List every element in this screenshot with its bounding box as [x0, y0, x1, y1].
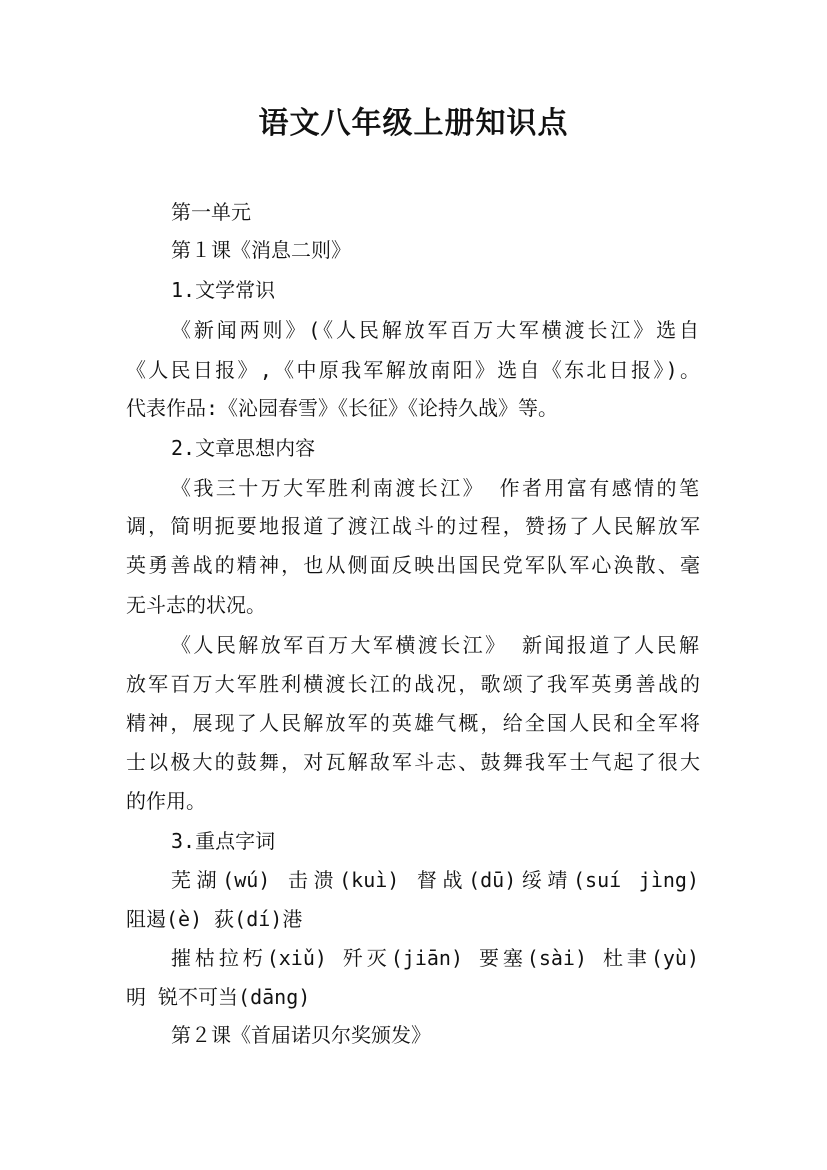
section-heading: 3.重点字词 [171, 829, 276, 853]
paragraph-line: 《人民日报》,《中原我军解放南阳》选自《东北日报》)。 [126, 358, 700, 382]
paragraph-line: 英勇善战的精神，也从侧面反映出国民党军队军心涣散、毫 [126, 553, 700, 577]
paragraph-line: 士以极大的鼓舞，对瓦解敌军斗志、鼓舞我军士气起了很大 [126, 750, 700, 774]
paragraph-line: 调，简明扼要地报道了渡江战斗的过程，赞扬了人民解放军 [126, 514, 700, 538]
unit-heading: 第一单元 [171, 200, 251, 224]
document-title: 语文八年级上册知识点 [258, 106, 569, 141]
vocabulary-line: 芜湖(wú) 击溃(kuì) 督战(dū)绥靖(suí jìng) [171, 868, 699, 892]
paragraph-line: 无斗志的状况。 [126, 593, 266, 617]
paragraph-line: 精神，展现了人民解放军的英雄气概，给全国人民和全军将 [126, 711, 700, 735]
paragraph-line: 《人民解放军百万大军横渡长江》 新闻报道了人民解 [171, 633, 699, 657]
paragraph-line: 《我三十万大军胜利南渡长江》 作者用富有感情的笔 [171, 476, 699, 500]
section-heading: 1.文学常识 [171, 278, 276, 302]
paragraph-line: 代表作品:《沁园春雪》《长征》《论持久战》等。 [126, 396, 559, 420]
lesson-heading: 第２课《首届诺贝尔奖颁发》 [171, 1023, 431, 1047]
vocabulary-line: 明 锐不可当(dāng) [126, 985, 311, 1009]
paragraph-line: 《新闻两则》(《人民解放军百万大军横渡长江》选自 [171, 318, 699, 342]
lesson-heading: 第１课《消息二则》 [171, 238, 351, 262]
paragraph-line: 的作用。 [126, 789, 206, 813]
paragraph-line: 放军百万大军胜利横渡长江的战况，歌颂了我军英勇善战的 [126, 672, 700, 696]
vocabulary-line: 摧枯拉朽(xiǔ) 歼灭(jiān) 要塞(sài) 杜聿(yù) [171, 946, 699, 970]
section-heading: 2.文章思想内容 [171, 436, 316, 460]
vocabulary-line: 阻遏(è) 荻(dí)港 [126, 907, 303, 931]
